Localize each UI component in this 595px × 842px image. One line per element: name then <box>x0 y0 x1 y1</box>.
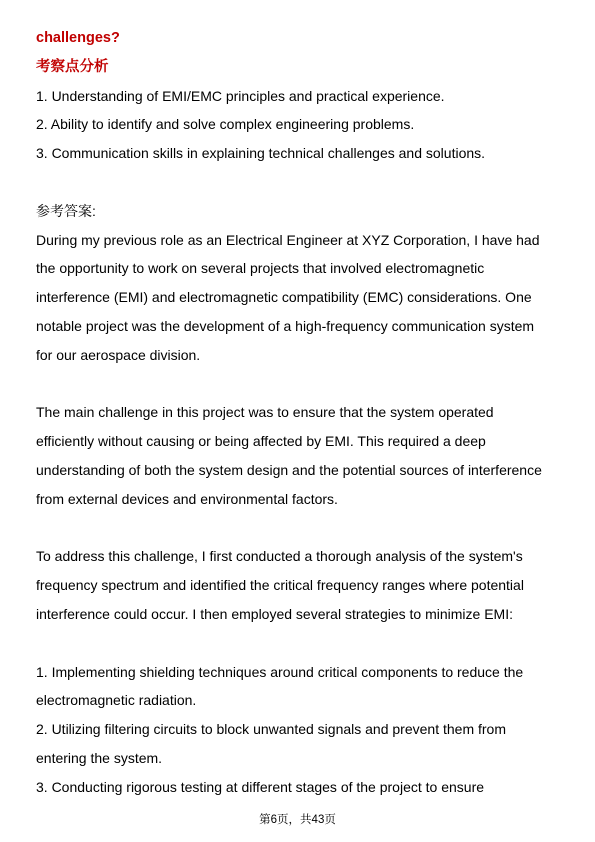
strategy-line: 1. Implementing shielding techniques around critical components to reduce the <box>36 663 524 680</box>
spacer <box>36 629 566 658</box>
paragraph-line: notable project was the development of a high-frequency communication system <box>36 317 535 334</box>
page-content <box>36 24 566 802</box>
paragraph-line: frequency spectrum and identified the critical frequency ranges where potential <box>36 577 524 594</box>
analysis-point: 2. Ability to identify and solve complex engineering problems. <box>36 116 415 133</box>
analysis-point: 1. Understanding of EMI/EMC principles and practical experience. <box>36 87 445 104</box>
spacer <box>36 370 566 399</box>
paragraph-line: from external devices and environmental factors. <box>36 490 338 507</box>
paragraph-line: During my previous role as an Electrical Engineer at XYZ Corporation, I have had <box>36 231 540 248</box>
strategy-line: 3. Conducting rigorous testing at different stages of the project to ensure <box>36 778 485 795</box>
paragraph-line: interference could occur. I then employed several strategies to minimize EMI: <box>36 605 513 622</box>
paragraph-line: The main challenge in this project was to ensure that the system operated <box>36 404 494 421</box>
spacer <box>36 168 566 197</box>
answer-paragraph <box>36 398 566 513</box>
paragraph-line: understanding of both the system design and the potential sources of interference <box>36 461 542 478</box>
answer-paragraph <box>36 542 566 628</box>
paragraph-line: interference (EMI) and electromagnetic compatibility (EMC) considerations. One <box>36 289 532 306</box>
paragraph-line: To address this challenge, I first conducted a thorough analysis of the system's <box>36 548 523 565</box>
analysis-point: 3. Communication skills in explaining technical challenges and solutions. <box>36 145 486 162</box>
analysis-points <box>36 82 566 168</box>
answer-label: 参考答案: <box>36 202 96 219</box>
paragraph-line: the opportunity to work on several projects that involved electromagnetic <box>36 260 485 277</box>
paragraph-line: efficiently without causing or being affected by EMI. This required a deep <box>36 433 486 450</box>
answer-paragraph <box>36 226 566 370</box>
strategy-line: entering the system. <box>36 749 163 766</box>
section-label-analysis: 考察点分析 <box>36 58 109 75</box>
strategy-list <box>36 658 566 802</box>
strategy-line: 2. Utilizing filtering circuits to block unwanted signals and prevent them from <box>36 721 506 738</box>
strategy-line: electromagnetic radiation. <box>36 692 197 709</box>
spacer <box>36 514 566 543</box>
paragraph-line: for our aerospace division. <box>36 346 201 363</box>
page-number-footer: 第6页，共43页 <box>259 814 336 826</box>
question-title: challenges? <box>36 30 120 46</box>
